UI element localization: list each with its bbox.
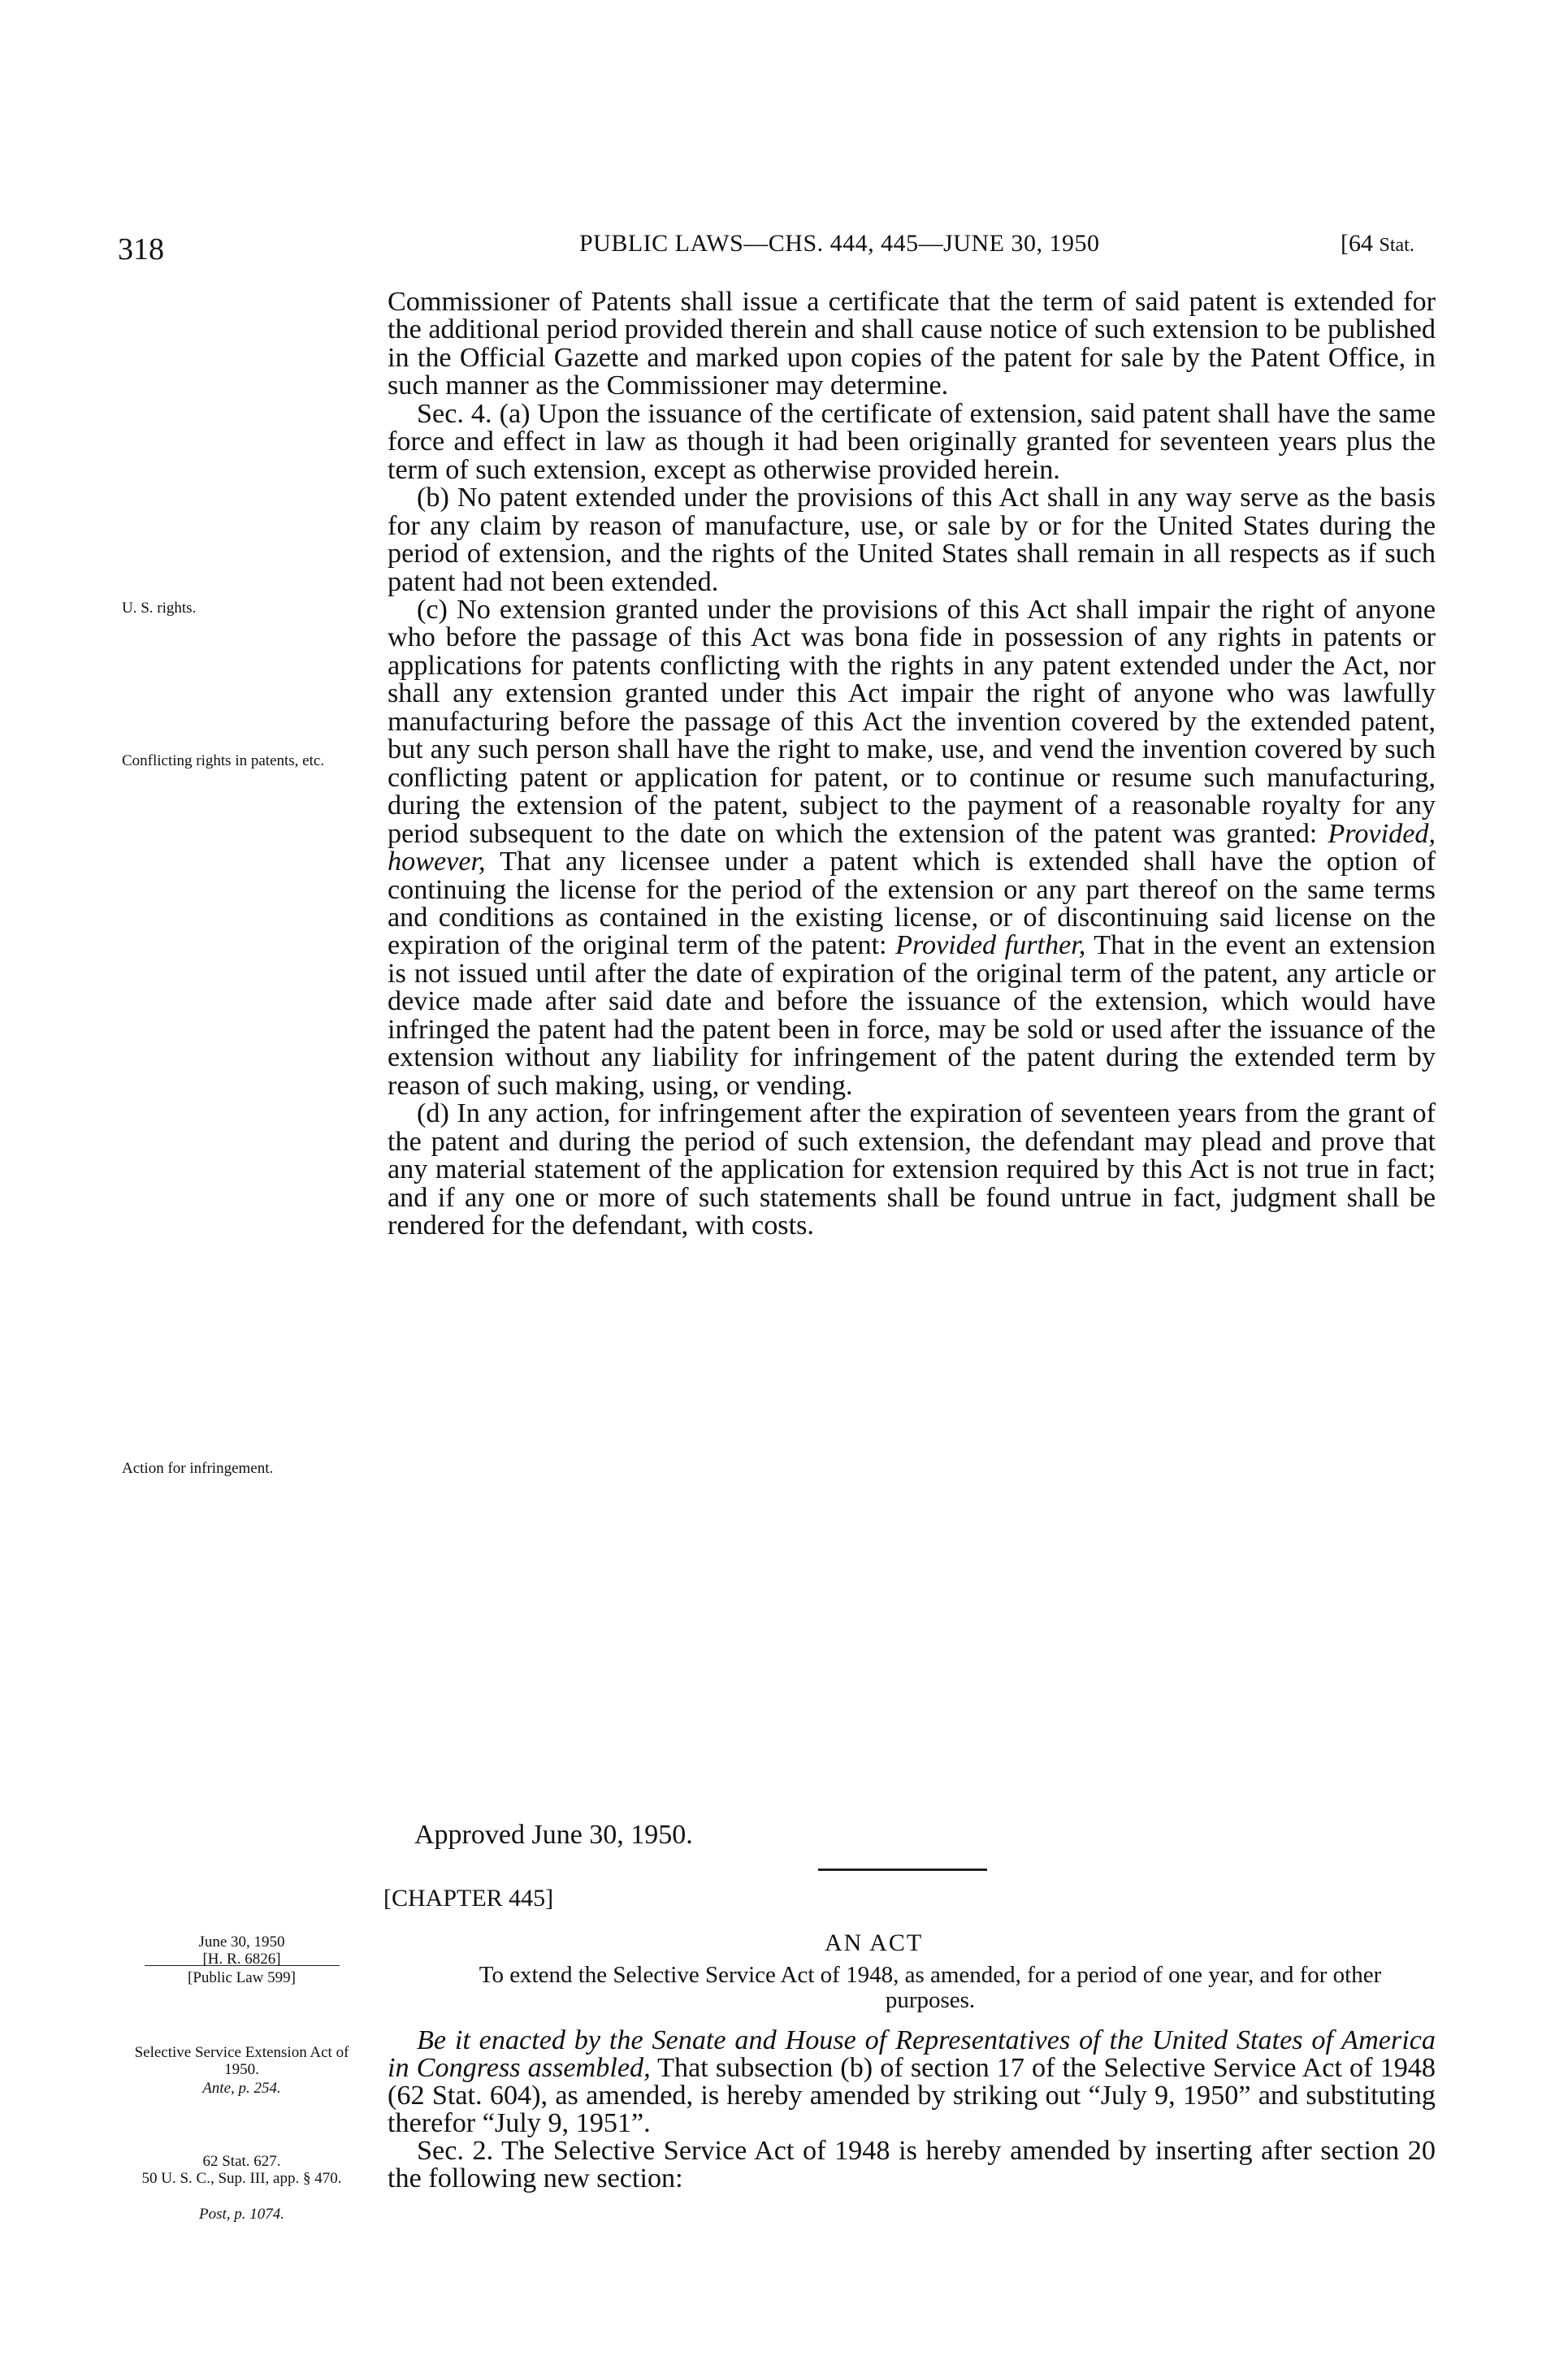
- section-1-text: That subsection (b) of section 17 of the Selective Service Act of 1948 (62 Stat. 604), as amended, is hereby amended by striking out “July 9, 1950” and substituting therefor “July 9, 1951”.: [388, 2053, 1436, 2138]
- margin-rule: [145, 1965, 340, 1966]
- enacting-paragraph: [388, 2027, 1436, 2137]
- act-label: AN ACT: [825, 1929, 924, 1956]
- enacting-text: [388, 2027, 1436, 2193]
- sec-4c-text-b: That any licensee under a patent which is extended shall have the option of continuing the license for the period of the extension or any part thereof on the same terms and conditions as contained in the existing license, or of discontinuing said license on the expiration of the original term of the patent:: [388, 847, 1436, 961]
- margin-note-citation-stat: 62 Stat. 627.: [202, 2153, 281, 2170]
- page-number: 318: [118, 232, 164, 266]
- section-2-paragraph: Sec. 2. The Selective Service Act of 1948 is hereby amended by inserting after section 20 the following new section:: [388, 2136, 1436, 2193]
- running-head: PUBLIC LAWS—CHS. 444, 445—JUNE 30, 1950: [579, 230, 1100, 257]
- act-purpose: To extend the Selective Service Act of 1948, as amended, for a period of one year, and for other purposes.: [479, 1962, 1382, 2013]
- post-ref: Post, p. 1074.: [198, 2206, 285, 2223]
- volume-suffix: Stat.: [1379, 235, 1414, 256]
- volume-prefix: [64: [1341, 230, 1373, 257]
- approved-line: Approved June 30, 1950.: [414, 1820, 693, 1850]
- margin-note-ante: [122, 2080, 362, 2097]
- margin-note-date: June 30, 1950: [198, 1933, 285, 1951]
- margin-note-bill: [H. R. 6826]: [202, 1951, 281, 1968]
- paragraph-sec-4b: (b) No patent extended under the provisions of this Act shall in any way serve as the basis for any claim by reason of manufacture, use, or sale by or for the United States during the period of extension, and the rights of the United States shall remain in all respects as if such patent had not been extended.: [388, 483, 1436, 597]
- paragraph-sec-4a: Sec. 4. (a) Upon the issuance of the certificate of extension, said patent shall have the same force and effect in law as though it had been originally granted for seventeen years plus the term of such extension, except as otherwise provided herein.: [388, 398, 1436, 485]
- margin-note-public-law: [Public Law 599]: [188, 1969, 296, 1986]
- sec-4c-text-c: That in the event an extension is not issued until after the date of expiration of the original term of the patent, any article or device made after said date and before the issuance of the extension, which would have infringed the patent had the patent been in force, may be sold or used after the issuance of the extension without any liability for infringement of the patent during the extended term by reason of such making, using, or vending.: [388, 930, 1436, 1101]
- chapter-heading: [CHAPTER 445]: [383, 1885, 554, 1912]
- proviso-further: Provided further,: [895, 930, 1086, 961]
- paragraph-sec-4c: [388, 596, 1436, 1100]
- paragraph-continuation: Commissioner of Patents shall issue a certificate that the term of said patent is extended for the additional period provided therein and shall cause notice of such extension to be published in the Official Gazette and marked upon copies of the patent for sale by the Patent Office, in such manner as the Commissioner may determine.: [388, 287, 1436, 401]
- body-text: [388, 288, 1436, 1240]
- ante-ref: Ante, p. 254.: [202, 2080, 281, 2097]
- margin-note-conflicting-rights: Conflicting rights in patents, etc.: [122, 752, 325, 769]
- section-divider: [818, 1869, 987, 1871]
- paragraph-sec-4d: (d) In any action, for infringement after the expiration of seventeen years from the grant of the patent and during the period of such extension, the defendant may plead and prove that any material statement of the application for extension required by this Act is not true in fact; and if any one or more of such statements shall be found untrue in fact, judgment shall be rendered for the defendant, with costs.: [388, 1098, 1436, 1241]
- margin-note-divider: [122, 1965, 362, 1966]
- proviso-however: Provided, however,: [388, 818, 1436, 877]
- volume-reference: [1341, 230, 1414, 258]
- margin-note-short-title: Selective Service Extension Act of 1950.: [134, 2044, 349, 2078]
- margin-note-post: [122, 2206, 362, 2223]
- sec-4c-text-a: (c) No extension granted under the provisions of this Act shall impair the right of anyone who before the passage of this Act was bona fide in possession of any rights in patents or applications for patents conflicting with the rights in any patent extended under the Act, nor shall any extension granted under this Act impair the right of anyone who was lawfully manufacturing before the passage of this Act the invention covered by the extended patent, but any such person shall have the right to make, use, and vend the invention covered by such conflicting patent or application for patent, or to continue or resume such manufacturing, during the extension of the patent, subject to the payment of a reasonable royalty for any period subsequent to the date on which the extension of the patent was granted:: [388, 594, 1436, 849]
- margin-note-infringement: Action for infringement.: [122, 1460, 274, 1477]
- margin-note-citation-usc: 50 U. S. C., Sup. III, app. § 470.: [141, 2170, 342, 2187]
- margin-note-us-rights: U. S. rights.: [122, 600, 197, 617]
- enacting-clause: Be it enacted by the Senate and House of Representatives of the United States of America in Congress assembled,: [388, 2025, 1436, 2083]
